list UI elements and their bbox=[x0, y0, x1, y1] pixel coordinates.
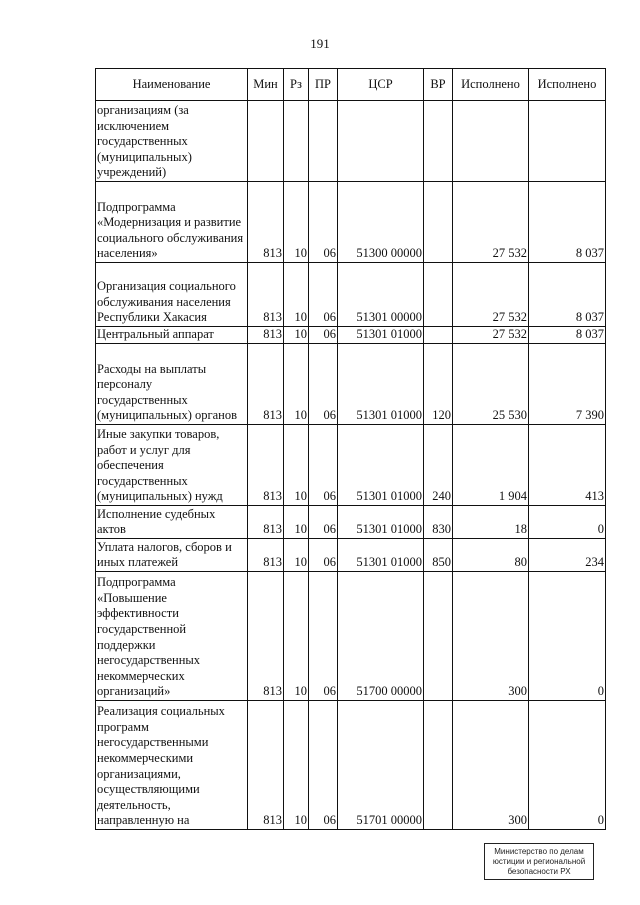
row-executed-2: 8 037 bbox=[529, 327, 606, 344]
row-rz: 10 bbox=[284, 344, 309, 425]
col-header-executed-2: Исполнено bbox=[529, 69, 606, 101]
row-executed-2: 0 bbox=[529, 701, 606, 830]
row-min: 813 bbox=[248, 344, 284, 425]
row-pr bbox=[309, 101, 338, 182]
row-vr bbox=[424, 182, 453, 263]
row-name: Центральный аппарат bbox=[96, 327, 248, 344]
row-csr: 51300 00000 bbox=[338, 182, 424, 263]
row-name: Расходы на выплаты персоналу государственных (муниципальных) органов bbox=[96, 344, 248, 425]
row-pr: 06 bbox=[309, 572, 338, 701]
row-name: Реализация социальных программ негосударственными некоммерческими организациями, осуществляющими деятельность, направленную на bbox=[96, 701, 248, 830]
table-row bbox=[96, 701, 606, 830]
table-row bbox=[96, 327, 606, 344]
row-rz: 10 bbox=[284, 572, 309, 701]
row-executed-2: 7 390 bbox=[529, 344, 606, 425]
row-min: 813 bbox=[248, 182, 284, 263]
row-vr bbox=[424, 101, 453, 182]
row-vr bbox=[424, 701, 453, 830]
table-row bbox=[96, 539, 606, 572]
row-csr: 51301 01000 bbox=[338, 539, 424, 572]
row-csr: 51701 00000 bbox=[338, 701, 424, 830]
row-pr: 06 bbox=[309, 344, 338, 425]
row-pr: 06 bbox=[309, 539, 338, 572]
row-min: 813 bbox=[248, 506, 284, 539]
budget-table bbox=[95, 68, 606, 830]
row-csr bbox=[338, 101, 424, 182]
row-executed-1: 25 530 bbox=[453, 344, 529, 425]
row-executed-2: 0 bbox=[529, 506, 606, 539]
row-vr bbox=[424, 327, 453, 344]
row-executed-2: 413 bbox=[529, 425, 606, 506]
col-header-min: Мин bbox=[248, 69, 284, 101]
row-min: 813 bbox=[248, 572, 284, 701]
row-rz: 10 bbox=[284, 327, 309, 344]
row-name: организациям (за исключением государственных (муниципальных) учреждений) bbox=[96, 101, 248, 182]
row-executed-1: 80 bbox=[453, 539, 529, 572]
row-min bbox=[248, 101, 284, 182]
row-rz: 10 bbox=[284, 182, 309, 263]
row-pr: 06 bbox=[309, 425, 338, 506]
row-csr: 51301 01000 bbox=[338, 344, 424, 425]
row-name: Исполнение судебных актов bbox=[96, 506, 248, 539]
row-pr: 06 bbox=[309, 506, 338, 539]
row-executed-1 bbox=[453, 101, 529, 182]
table-row bbox=[96, 344, 606, 425]
row-csr: 51301 01000 bbox=[338, 327, 424, 344]
col-header-csr: ЦСР bbox=[338, 69, 424, 101]
row-executed-1: 27 532 bbox=[453, 327, 529, 344]
row-csr: 51301 00000 bbox=[338, 263, 424, 327]
table-row bbox=[96, 506, 606, 539]
row-executed-1: 27 532 bbox=[453, 182, 529, 263]
col-header-executed-1: Исполнено bbox=[453, 69, 529, 101]
row-rz: 10 bbox=[284, 263, 309, 327]
row-min: 813 bbox=[248, 539, 284, 572]
row-min: 813 bbox=[248, 327, 284, 344]
row-vr: 830 bbox=[424, 506, 453, 539]
row-rz: 10 bbox=[284, 539, 309, 572]
col-header-vr: ВР bbox=[424, 69, 453, 101]
row-pr: 06 bbox=[309, 263, 338, 327]
ministry-stamp bbox=[484, 843, 594, 880]
row-min: 813 bbox=[248, 701, 284, 830]
row-min: 813 bbox=[248, 263, 284, 327]
col-header-name: Наименование bbox=[96, 69, 248, 101]
row-name: Уплата налогов, сборов и иных платежей bbox=[96, 539, 248, 572]
row-vr: 850 bbox=[424, 539, 453, 572]
row-executed-2: 234 bbox=[529, 539, 606, 572]
row-vr bbox=[424, 263, 453, 327]
table-header-row bbox=[96, 69, 606, 101]
row-rz: 10 bbox=[284, 701, 309, 830]
row-name: Иные закупки товаров, работ и услуг для обеспечения государственных (муниципальных) нужд bbox=[96, 425, 248, 506]
row-rz bbox=[284, 101, 309, 182]
table-row bbox=[96, 101, 606, 182]
row-name: Подпрограмма «Модернизация и развитие социального обслуживания населения» bbox=[96, 182, 248, 263]
col-header-pr: ПР bbox=[309, 69, 338, 101]
row-vr: 120 bbox=[424, 344, 453, 425]
row-pr: 06 bbox=[309, 327, 338, 344]
row-csr: 51700 00000 bbox=[338, 572, 424, 701]
row-csr: 51301 01000 bbox=[338, 425, 424, 506]
table-row bbox=[96, 263, 606, 327]
row-csr: 51301 01000 bbox=[338, 506, 424, 539]
table-row bbox=[96, 182, 606, 263]
row-executed-1: 27 532 bbox=[453, 263, 529, 327]
row-min: 813 bbox=[248, 425, 284, 506]
row-rz: 10 bbox=[284, 506, 309, 539]
row-executed-1: 300 bbox=[453, 701, 529, 830]
row-name: Подпрограмма «Повышение эффективности государственной поддержки негосударственных некоммерческих организаций» bbox=[96, 572, 248, 701]
row-name: Организация социального обслуживания населения Республики Хакасия bbox=[96, 263, 248, 327]
row-executed-1: 300 bbox=[453, 572, 529, 701]
row-executed-2: 0 bbox=[529, 572, 606, 701]
row-vr bbox=[424, 572, 453, 701]
stamp-line-1: Министерство по делам bbox=[494, 847, 584, 856]
table-row bbox=[96, 572, 606, 701]
row-rz: 10 bbox=[284, 425, 309, 506]
row-pr: 06 bbox=[309, 182, 338, 263]
row-pr: 06 bbox=[309, 701, 338, 830]
table-row bbox=[96, 425, 606, 506]
row-executed-2 bbox=[529, 101, 606, 182]
row-executed-1: 18 bbox=[453, 506, 529, 539]
row-vr: 240 bbox=[424, 425, 453, 506]
row-executed-2: 8 037 bbox=[529, 182, 606, 263]
col-header-rz: Рз bbox=[284, 69, 309, 101]
page-number: 191 bbox=[310, 36, 330, 51]
stamp-line-3: безопасности РХ bbox=[507, 867, 571, 876]
row-executed-2: 8 037 bbox=[529, 263, 606, 327]
row-executed-1: 1 904 bbox=[453, 425, 529, 506]
stamp-line-2: юстиции и региональной bbox=[492, 857, 586, 866]
